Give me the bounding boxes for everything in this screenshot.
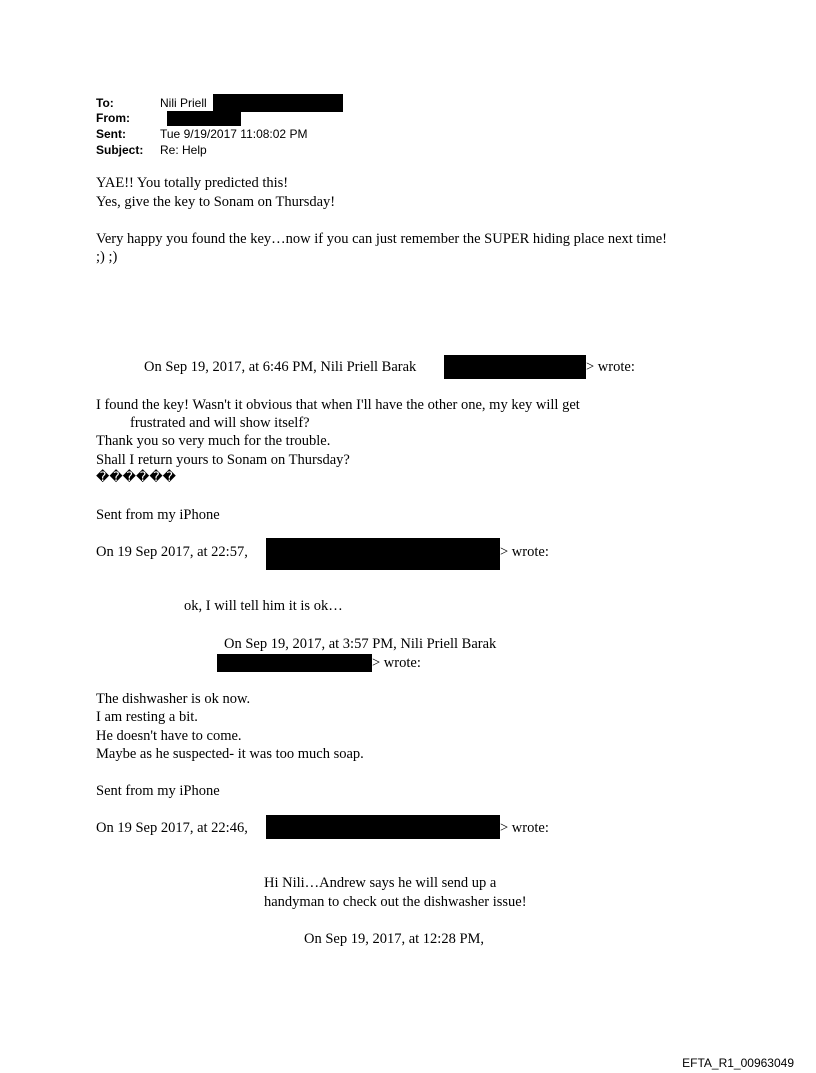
quote1-line-3: Thank you so very much for the trouble.	[96, 433, 331, 449]
quote4-line-1: Hi Nili…Andrew says he will send up a	[264, 875, 497, 891]
quote3-attribution-suffix: > wrote:	[372, 655, 421, 671]
subject-label: Subject:	[96, 143, 144, 157]
quote3-line-3: He doesn't have to come.	[96, 728, 242, 744]
reply-line-2: Yes, give the key to Sonam on Thursday!	[96, 194, 336, 210]
quote2-attribution-suffix: > wrote:	[500, 544, 549, 560]
quote1-line-4: Shall I return yours to Sonam on Thursday?	[96, 452, 350, 468]
redaction-quote4-email	[266, 815, 500, 839]
quote5-attribution: On Sep 19, 2017, at 12:28 PM,	[304, 931, 485, 947]
quote4-attribution: On 19 Sep 2017, at 22:46,	[96, 820, 248, 836]
from-label: From:	[96, 111, 130, 125]
quote1-line-2: frustrated and will show itself?	[130, 415, 310, 431]
quote1-signature: Sent from my iPhone	[96, 507, 220, 523]
to-value: Nili Priell	[160, 96, 207, 110]
quote1-line-1: I found the key! Wasn't it obvious that when I'll have the other one, my key will get	[96, 397, 580, 413]
quote2-attribution: On 19 Sep 2017, at 22:57,	[96, 544, 248, 560]
quote3-signature: Sent from my iPhone	[96, 783, 220, 799]
quote1-attribution-suffix: > wrote:	[586, 359, 635, 375]
quote2-line: ok, I will tell him it is ok…	[184, 598, 343, 614]
quote1-attribution: On Sep 19, 2017, at 6:46 PM, Nili Priell Barak	[144, 359, 417, 375]
quote1-line-5: ������	[96, 470, 176, 485]
sent-value: Tue 9/19/2017 11:08:02 PM	[160, 127, 308, 141]
reply-line-4: ;) ;)	[96, 249, 118, 265]
subject-value: Re: Help	[160, 143, 207, 157]
redaction-quote1-email	[444, 355, 586, 379]
quote4-line-2: handyman to check out the dishwasher issue!	[264, 894, 527, 910]
reply-line-1: YAE!! You totally predicted this!	[96, 175, 289, 191]
quote3-attribution: On Sep 19, 2017, at 3:57 PM, Nili Priell Barak	[224, 636, 497, 652]
redaction-from	[167, 111, 241, 126]
quote3-line-2: I am resting a bit.	[96, 709, 198, 725]
quote4-attribution-suffix: > wrote:	[500, 820, 549, 836]
redaction-quote2-email	[266, 538, 500, 570]
to-label: To:	[96, 96, 114, 110]
document-id: EFTA_R1_00963049	[682, 1056, 794, 1070]
sent-label: Sent:	[96, 127, 126, 141]
redaction-quote3-email	[217, 654, 372, 672]
redaction-to-email	[213, 94, 343, 112]
reply-line-3: Very happy you found the key…now if you can just remember the SUPER hiding place next time!	[96, 231, 668, 247]
quote3-line-4: Maybe as he suspected- it was too much soap.	[96, 746, 364, 762]
quote3-line-1: The dishwasher is ok now.	[96, 691, 251, 707]
